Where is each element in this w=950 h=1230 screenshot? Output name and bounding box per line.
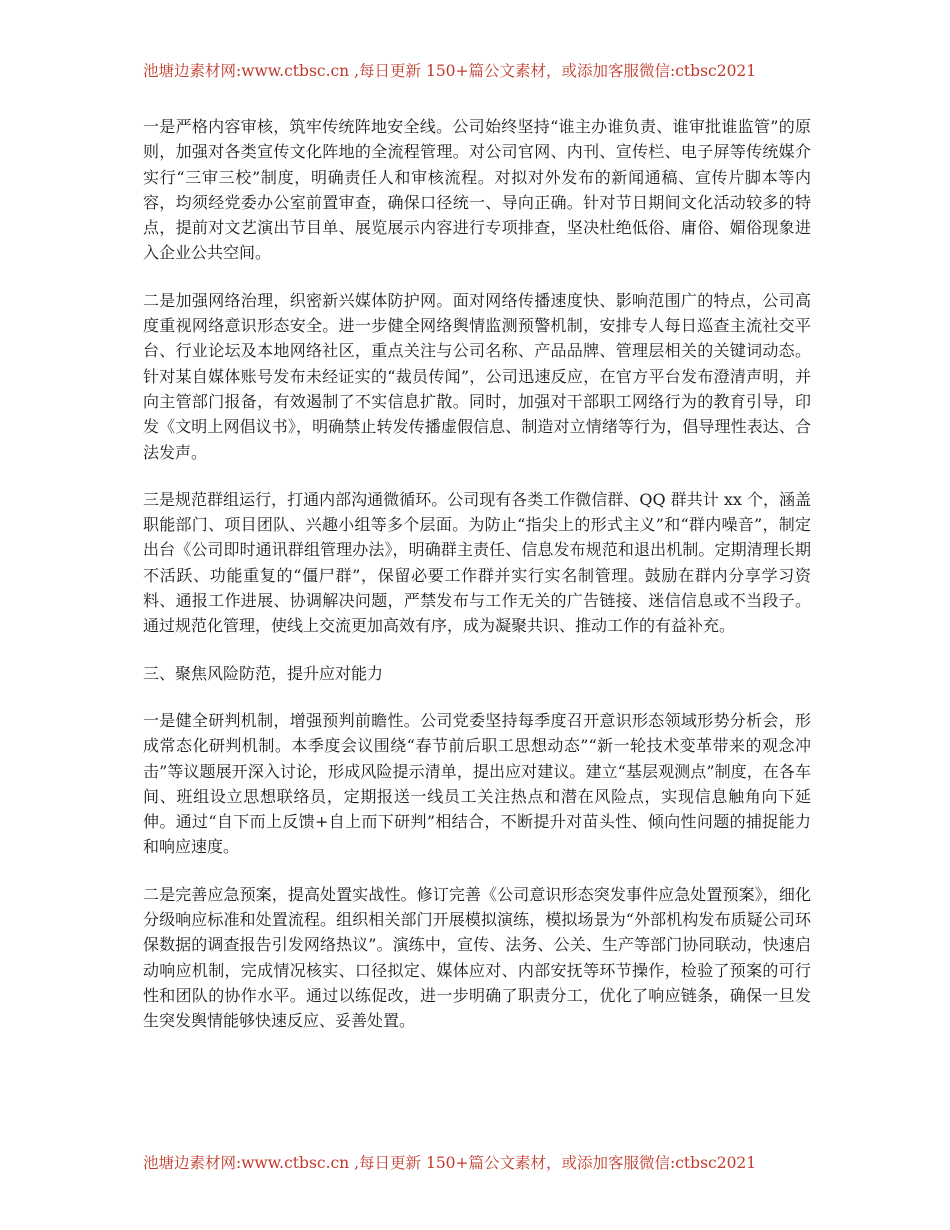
footer-watermark: 池塘边素材网:www.ctbsc.cn ,每日更新 150+篇公文素材，或添加客服微信:ctbsc2021 (143, 1154, 757, 1172)
document-body (143, 114, 811, 1056)
paragraph-network-governance: 二是加强网络治理，织密新兴媒体防护网。面对网络传播速度快、影响范围广的特点，公司高度重视网络意识形态安全。进一步健全网络舆情监测预警机制，安排专人每日巡查主流社交平台、行业论坛及本地网络社区，重点关注与公司名称、产品品牌、管理层相关的关键词动态。针对某自媒体账号发布未经证实的“裁员传闻”，公司迅速反应，在官方平台发布澄清声明，并向主管部门报备，有效遏制了不实信息扩散。同时，加强对干部职工网络行为的教育引导，印发《文明上网倡议书》，明确禁止转发传播虚假信息、制造对立情绪等行为，倡导理性表达、合法发声。 (143, 290, 811, 462)
paragraph-content-review: 一是严格内容审核，筑牢传统阵地安全线。公司始终坚持“谁主办谁负责、谁审批谁监管”的原则，加强对各类宣传文化阵地的全流程管理。对公司官网、内刊、宣传栏、电子屏等传统媒介实行“三审三校”制度，明确责任人和审核流程。对拟对外发布的新闻通稿、宣传片脚本等内容，均须经党委办公室前置审查，确保口径统一、导向正确。针对节日期间文化活动较多的特点，提前对文艺演出节目单、展览展示内容进行专项排查，坚决杜绝低俗、庸俗、媚俗现象进入企业公共空间。 (143, 117, 811, 263)
paragraph-emergency-plan: 二是完善应急预案，提高处置实战性。修订完善《公司意识形态突发事件应急处置预案》，细化分级响应标准和处置流程。组织相关部门开展模拟演练，模拟场景为“外部机构发布质疑公司环保数据的调查报告引发网络热议”。演练中，宣传、法务、公关、生产等部门协同联动，快速启动响应机制，完成情况核实、口径拟定、媒体应对、内部安抚等环节操作，检验了预案的可行性和团队的协作水平。通过以练促改，进一步明确了职责分工，优化了响应链条，确保一旦发生突发舆情能够快速反应、妥善处置。 (143, 884, 811, 1031)
header-watermark: 池塘边素材网:www.ctbsc.cn ,每日更新 150+篇公文素材，或添加客服微信:ctbsc2021 (143, 62, 757, 80)
paragraph-group-management: 三是规范群组运行，打通内部沟通微循环。公司现有各类工作微信群、QQ 群共计 xx 个，涵盖职能部门、项目团队、兴趣小组等多个层面。为防止“指尖上的形式主义”和“群内噪音”，制定出台《公司即时通讯群组管理办法》，明确群主责任、信息发布规范和退出机制。定期清理长期不活跃、功能重复的“僵尸群”，保留必要工作群并实行实名制管理。鼓励在群内分享学习资料、通报工作进展、协调解决问题，严禁发布与工作无关的广告链接、迷信信息或不当段子。通过规范化管理，使线上交流更加高效有序，成为凝聚共识、推动工作的有益补充。 (143, 489, 811, 636)
section-heading: 三、聚焦风险防范，提升应对能力 (143, 663, 384, 683)
paragraph-research-mechanism: 一是健全研判机制，增强预判前瞻性。公司党委坚持每季度召开意识形态领域形势分析会，形成常态化研判机制。本季度会议围绕“春节前后职工思想动态”“新一轮技术变革带来的观念冲击”等议题展开深入讨论，形成风险提示清单，提出应对建议。建立“基层观测点”制度，在各车间、班组设立思想联络员，定期报送一线员工关注热点和潜在风险点，实现信息触角向下延伸。通过“自下而上反馈+自上而下研判”相结合，不断提升对苗头性、倾向性问题的捕捉能力和响应速度。 (143, 710, 811, 857)
